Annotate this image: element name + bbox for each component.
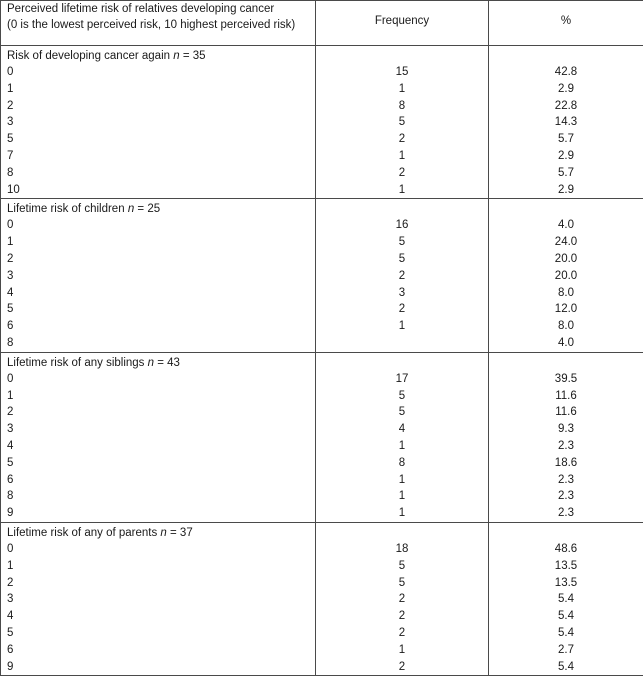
section-row [1,46,643,65]
section-title [1,522,316,541]
percent-cell: 48.6 [489,541,643,558]
percent-cell: 18.6 [489,455,643,472]
frequency-cell: 1 [316,182,489,199]
table-row [1,165,643,182]
percent-cell: 22.8 [489,98,643,115]
table-row [1,404,643,421]
risk-score-cell: 3 [1,114,316,131]
percent-cell: 39.5 [489,371,643,388]
percent-cell: 5.7 [489,165,643,182]
risk-score-cell: 6 [1,472,316,489]
frequency-cell: 1 [316,318,489,335]
sample-size-value: = 25 [134,203,161,216]
frequency-cell: 2 [316,268,489,285]
frequency-cell: 2 [316,625,489,642]
risk-score-cell: 10 [1,182,316,199]
table-row [1,608,643,625]
risk-score-cell: 5 [1,301,316,318]
frequency-cell: 1 [316,81,489,98]
frequency-cell: 5 [316,575,489,592]
risk-score-cell: 0 [1,371,316,388]
risk-score-cell: 3 [1,268,316,285]
section-row [1,199,643,218]
section-title [1,199,316,218]
sample-size-label: n [160,526,167,539]
table-row [1,251,643,268]
percent-cell: 2.9 [489,182,643,199]
percent-cell: 2.3 [489,438,643,455]
percent-cell: 11.6 [489,388,643,405]
section-title-text: Risk of developing cancer again [7,50,171,62]
table-row [1,98,643,115]
section-title [1,352,316,371]
table-row [1,285,643,302]
table-row [1,591,643,608]
table-row [1,388,643,405]
empty-cell [316,522,489,541]
table-row [1,455,643,472]
risk-score-cell: 3 [1,591,316,608]
table-row [1,575,643,592]
risk-score-cell: 8 [1,488,316,505]
sample-size-label: n [147,356,155,369]
frequency-cell: 1 [316,148,489,165]
risk-score-cell: 2 [1,98,316,115]
empty-cell [316,46,489,65]
percent-cell: 5.7 [489,131,643,148]
risk-score-cell: 1 [1,388,316,405]
header-row [1,1,643,46]
risk-score-cell: 0 [1,217,316,234]
risk-score-cell: 2 [1,404,316,421]
table-row [1,81,643,98]
percent-cell: 4.0 [489,335,643,352]
risk-score-cell: 1 [1,234,316,251]
empty-cell [489,352,643,371]
percent-cell: 2.9 [489,81,643,98]
table-row [1,182,643,199]
percent-cell: 2.3 [489,505,643,522]
table-row [1,438,643,455]
section-title [1,46,316,65]
table-body [1,46,643,676]
percent-cell: 14.3 [489,114,643,131]
frequency-cell: 18 [316,541,489,558]
header-risk-description [1,1,316,46]
risk-score-cell: 9 [1,505,316,522]
frequency-cell [316,335,489,352]
empty-cell [489,46,643,65]
percent-cell: 12.0 [489,301,643,318]
percent-cell: 20.0 [489,268,643,285]
percent-cell: 9.3 [489,421,643,438]
frequency-cell: 5 [316,558,489,575]
risk-score-cell: 6 [1,642,316,659]
table-row [1,558,643,575]
percent-cell: 42.8 [489,64,643,81]
frequency-cell: 2 [316,608,489,625]
frequency-cell: 17 [316,371,489,388]
table-row [1,148,643,165]
frequency-cell: 16 [316,217,489,234]
header-percent: % [489,1,643,46]
table-row [1,64,643,81]
risk-score-cell: 2 [1,251,316,268]
frequency-cell: 8 [316,455,489,472]
risk-score-cell: 8 [1,165,316,182]
table-row [1,301,643,318]
risk-score-cell: 4 [1,285,316,302]
percent-cell: 5.4 [489,591,643,608]
table-row [1,505,643,522]
risk-score-cell: 4 [1,438,316,455]
empty-cell [489,199,643,218]
frequency-cell: 2 [316,131,489,148]
sample-size-value: = 35 [179,50,206,62]
frequency-cell: 5 [316,388,489,405]
percent-cell: 24.0 [489,234,643,251]
table-row [1,234,643,251]
frequency-cell: 5 [316,114,489,131]
section-title-text: Lifetime risk of any of parents [7,526,158,539]
header-line-1: Perceived lifetime risk of relatives developing cancer [7,3,275,15]
percent-cell: 2.7 [489,642,643,659]
table-row [1,541,643,558]
table-row [1,472,643,489]
header-line-2: (0 is the lowest perceived risk, 10 highest perceived risk) [7,19,296,31]
frequency-cell: 1 [316,488,489,505]
risk-score-cell: 5 [1,455,316,472]
table-row [1,114,643,131]
percent-cell: 2.3 [489,472,643,489]
empty-cell [316,352,489,371]
percent-cell: 13.5 [489,575,643,592]
sample-size-value: = 43 [154,356,180,369]
frequency-cell: 5 [316,234,489,251]
table-row [1,642,643,659]
section-row [1,352,643,371]
frequency-cell: 1 [316,438,489,455]
percent-cell: 8.0 [489,285,643,302]
table-row [1,268,643,285]
percent-cell: 5.4 [489,625,643,642]
risk-score-cell: 5 [1,131,316,148]
sample-size-label: n [127,203,135,216]
sample-size-value: = 37 [166,526,193,539]
empty-cell [316,199,489,218]
empty-cell [489,522,643,541]
percent-cell: 2.9 [489,148,643,165]
percent-cell: 13.5 [489,558,643,575]
frequency-cell: 2 [316,165,489,182]
percent-cell: 5.4 [489,608,643,625]
frequency-cell: 5 [316,404,489,421]
percent-cell: 8.0 [489,318,643,335]
frequency-cell: 1 [316,642,489,659]
table-row [1,131,643,148]
percent-cell: 4.0 [489,217,643,234]
frequency-cell: 4 [316,421,489,438]
section-title-text: Lifetime risk of any siblings [7,356,145,369]
frequency-cell: 2 [316,591,489,608]
section-row [1,522,643,541]
risk-score-cell: 9 [1,659,316,676]
table-row [1,217,643,234]
frequency-cell: 1 [316,472,489,489]
header-frequency: Frequency [316,1,489,46]
table-row [1,318,643,335]
risk-score-cell: 0 [1,541,316,558]
percent-cell: 5.4 [489,659,643,676]
percent-cell: 20.0 [489,251,643,268]
risk-score-cell: 1 [1,558,316,575]
table-row [1,625,643,642]
frequency-cell: 15 [316,64,489,81]
risk-score-cell: 2 [1,575,316,592]
risk-score-cell: 4 [1,608,316,625]
risk-score-cell: 8 [1,335,316,352]
frequency-cell: 3 [316,285,489,302]
risk-score-cell: 1 [1,81,316,98]
frequency-cell: 2 [316,301,489,318]
table-row [1,659,643,676]
percent-cell: 11.6 [489,404,643,421]
risk-score-cell: 0 [1,64,316,81]
frequency-cell: 1 [316,505,489,522]
frequency-cell: 8 [316,98,489,115]
table-row [1,421,643,438]
risk-score-cell: 3 [1,421,316,438]
section-title-text: Lifetime risk of children [7,203,125,216]
sample-size-label: n [173,50,180,62]
table-row [1,335,643,352]
risk-score-cell: 5 [1,625,316,642]
risk-score-cell: 6 [1,318,316,335]
table-row [1,371,643,388]
table-row [1,488,643,505]
risk-score-cell: 7 [1,148,316,165]
frequency-cell: 2 [316,659,489,676]
frequency-cell: 5 [316,251,489,268]
percent-cell: 2.3 [489,488,643,505]
